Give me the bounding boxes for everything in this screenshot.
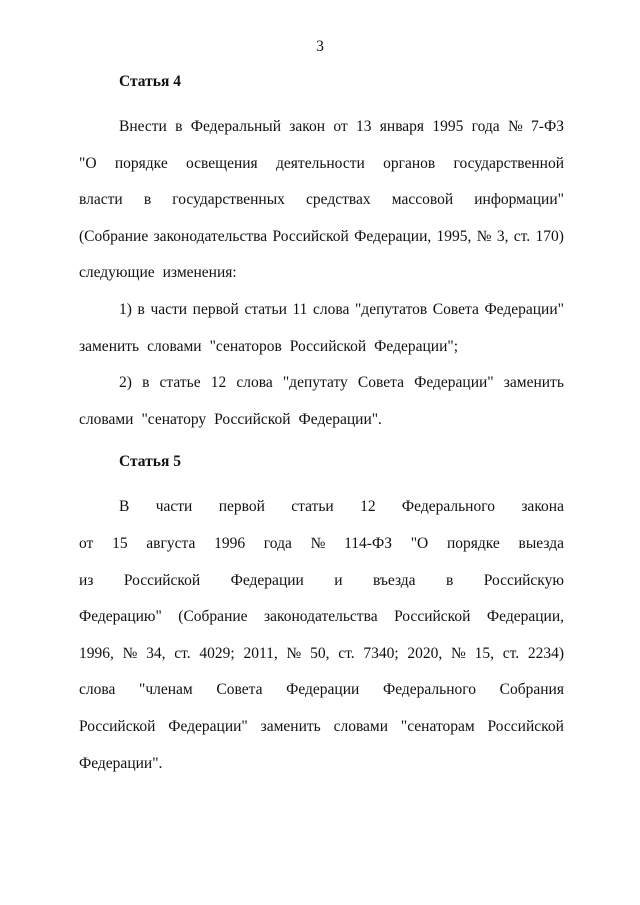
paragraph [79,365,564,438]
text-line: следующие изменения: [79,264,237,282]
text-line: 2) в статье 12 слова "депутату Совета Федерации" заменить [119,374,564,392]
text-line: "О порядке освещения деятельности органов государственной [79,154,564,172]
text-line: заменить словами "сенаторов Российской Федерации"; [79,337,459,355]
article-heading: Статья 4 [119,73,181,90]
text-line: власти в государственных средствах массовой информации" [79,191,564,209]
text-line: от 15 августа 1996 года № 114-ФЗ "О порядке выезда [79,534,564,552]
paragraph [79,109,564,292]
paragraph [79,292,564,365]
text-line: Внести в Федеральный закон от 13 января 1995 года № 7-ФЗ [119,118,564,135]
text-line: Российской Федерации" заменить словами "сенаторам Российской [79,717,564,735]
text-line: (Собрание законодательства Российской Федерации, 1995, № 3, ст. 170) [79,227,564,245]
text-line: Федерации". [79,754,163,772]
text-line: Федерацию" (Собрание законодательства Российской Федерации, [79,608,564,626]
text-line: слова "членам Совета Федерации Федерального Собрания [79,681,564,699]
page-number: 3 [316,38,324,55]
text-line: В части первой статьи 12 Федерального закона [119,498,564,516]
text-line: 1) в части первой статьи 11 слова "депутатов Совета Федерации" [119,300,564,318]
text-line: 1996, № 34, ст. 4029; 2011, № 50, ст. 7340; 2020, № 15, ст. 2234) [79,644,564,662]
article-heading: Статья 5 [119,453,181,471]
text-line: из Российской Федерации и въезда в Российскую [79,571,564,589]
text-line: словами "сенатору Российской Федерации". [79,410,382,428]
document-body [79,72,564,782]
paragraph [79,489,564,782]
